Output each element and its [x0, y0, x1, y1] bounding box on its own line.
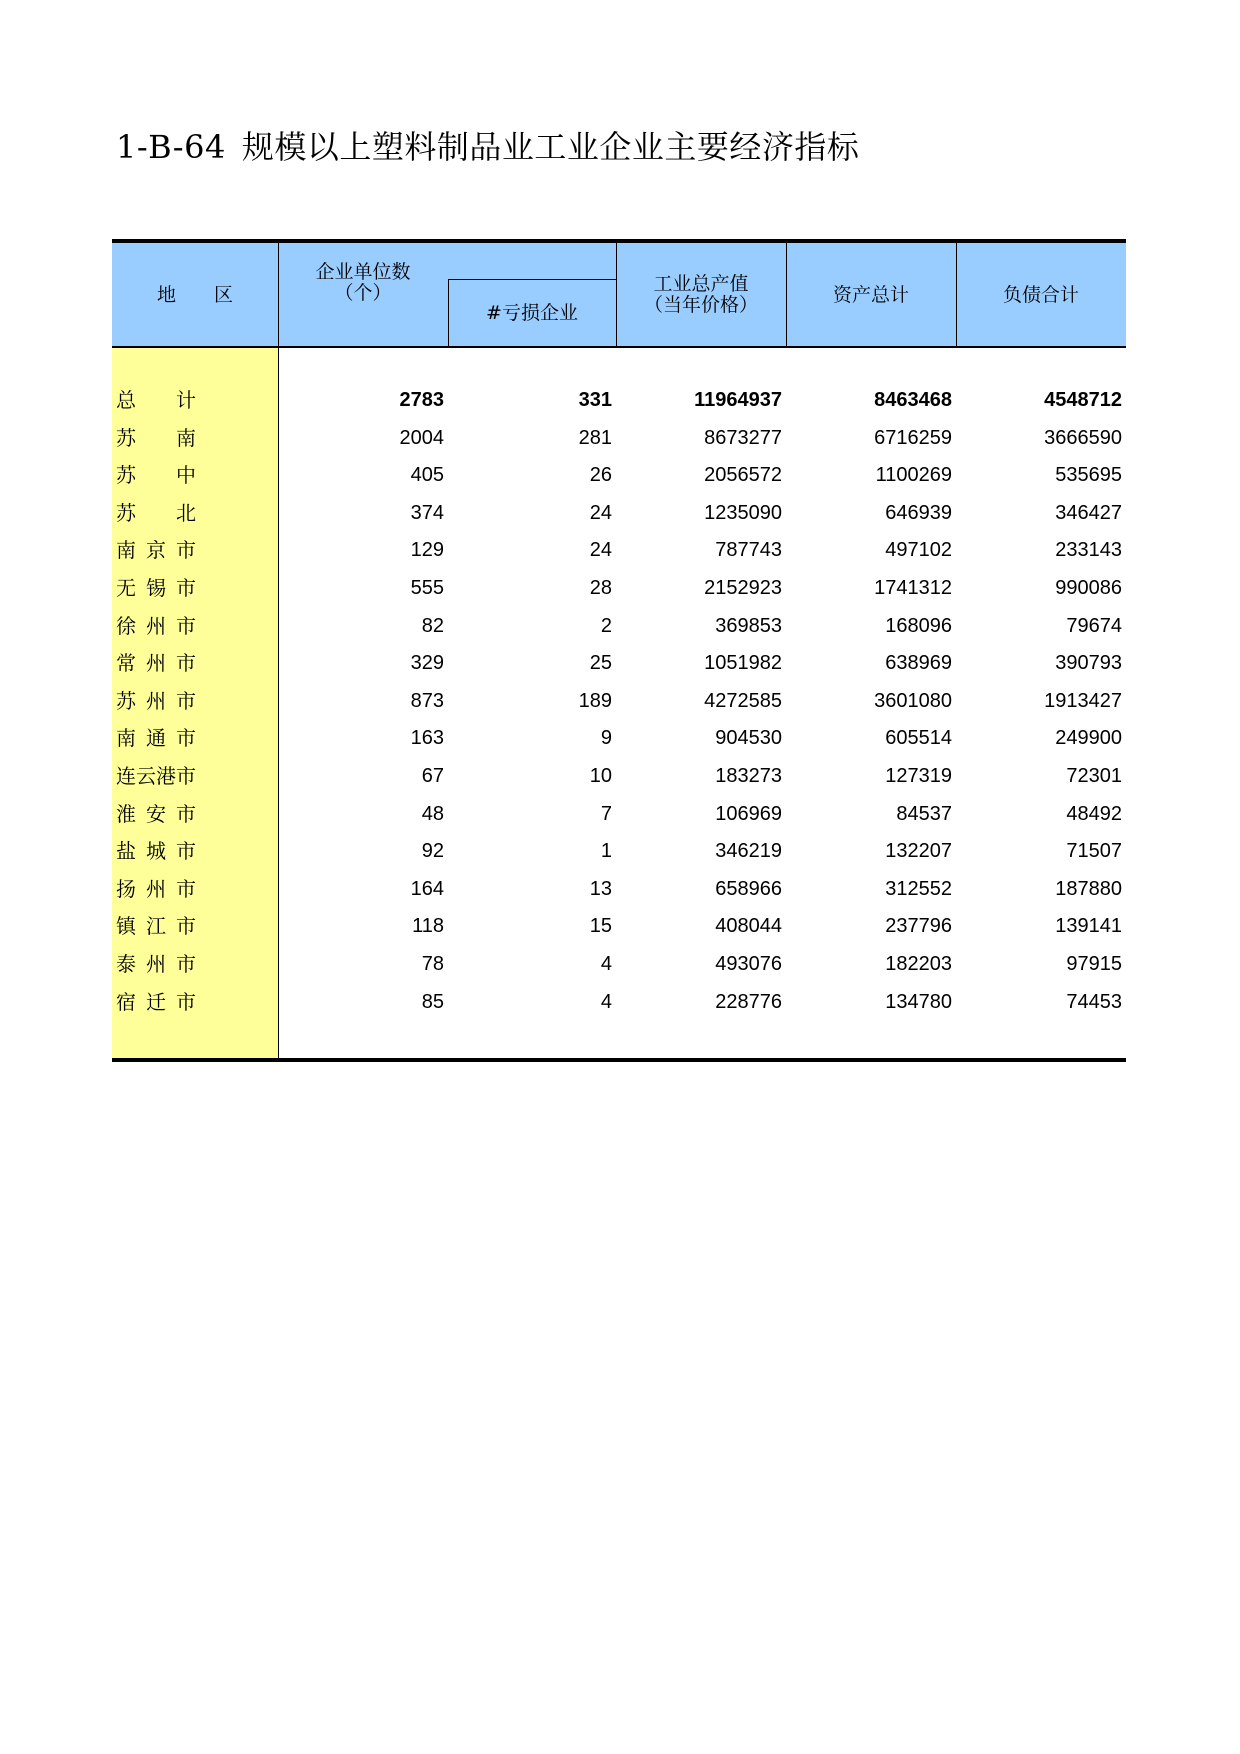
- cell-gross-output: 106969: [715, 802, 782, 825]
- cell-total-assets: 646939: [885, 501, 952, 524]
- table-code: 1-B-64: [116, 128, 226, 166]
- cell-gross-output: 1235090: [704, 501, 782, 524]
- cell-loss-enterprises: 189: [578, 689, 612, 712]
- cell-total-liabilities: 48492: [1066, 802, 1122, 825]
- cell-region: 宿 迁 市: [116, 989, 196, 1014]
- cell-loss-enterprises: 2: [600, 614, 612, 637]
- cell-total-liabilities: 71507: [1066, 840, 1122, 863]
- cell-region: 苏 南: [116, 425, 196, 450]
- cell-enterprise-count: 2783: [399, 389, 444, 411]
- data-table: [112, 239, 1126, 1062]
- table-row: [112, 495, 1126, 532]
- cell-loss-enterprises: 331: [578, 389, 612, 411]
- cell-enterprise-count: 405: [410, 464, 444, 487]
- cell-loss-enterprises: 13: [589, 877, 612, 900]
- cell-gross-output: 2152923: [704, 577, 782, 599]
- cell-total-assets: 127319: [885, 765, 952, 787]
- cell-total-liabilities: 72301: [1066, 765, 1122, 787]
- cell-loss-enterprises: 26: [589, 464, 612, 487]
- cell-total-liabilities: 79674: [1066, 614, 1122, 637]
- table-row: [112, 796, 1126, 833]
- cell-enterprise-count: 78: [421, 953, 444, 975]
- cell-gross-output: 183273: [715, 765, 782, 787]
- cell-enterprise-count: 2004: [399, 426, 444, 449]
- cell-region: 淮 安 市: [116, 801, 196, 826]
- cell-region: 盐 城 市: [116, 839, 196, 864]
- table-row: [112, 720, 1126, 757]
- cell-gross-output: 369853: [715, 614, 782, 637]
- cell-total-assets: 182203: [885, 953, 952, 975]
- table-bottom-rule: [112, 1058, 1126, 1062]
- table-row: [112, 946, 1126, 983]
- cell-loss-enterprises: 15: [589, 915, 612, 938]
- table-row: [112, 457, 1126, 494]
- cell-enterprise-count: 118: [412, 915, 444, 938]
- cell-enterprise-count: 164: [410, 877, 444, 900]
- cell-enterprise-count: 85: [421, 990, 444, 1013]
- cell-total-assets: 605514: [885, 727, 952, 750]
- total-row: [112, 382, 1126, 419]
- cell-enterprise-count: 92: [421, 840, 444, 863]
- cell-gross-output: 11964937: [694, 389, 782, 411]
- header-total-assets: 资产总计: [832, 283, 909, 306]
- cell-total-liabilities: 233143: [1055, 539, 1122, 562]
- cell-total-assets: 6716259: [874, 426, 952, 449]
- cell-gross-output: 408044: [715, 915, 782, 938]
- cell-gross-output: 493076: [715, 953, 782, 975]
- cell-gross-output: 658966: [715, 877, 782, 900]
- cell-gross-output: 228776: [715, 990, 782, 1013]
- cell-region: 泰 州 市: [116, 952, 196, 976]
- cell-loss-enterprises: 10: [589, 765, 612, 787]
- cell-total-liabilities: 390793: [1055, 652, 1122, 675]
- cell-loss-enterprises: 4: [600, 953, 612, 975]
- cell-loss-enterprises: 4: [600, 990, 612, 1013]
- cell-loss-enterprises: 28: [589, 577, 612, 599]
- cell-gross-output: 787743: [715, 539, 782, 562]
- cell-enterprise-count: 873: [410, 689, 444, 712]
- table-row: [112, 908, 1126, 945]
- header-enterprise-count: 企业单位数 （个）: [315, 261, 411, 304]
- cell-total-assets: 132207: [885, 840, 952, 863]
- cell-region: 扬 州 市: [116, 876, 196, 901]
- cell-total-assets: 134780: [885, 990, 952, 1013]
- cell-region: 常 州 市: [116, 651, 196, 676]
- cell-loss-enterprises: 24: [589, 501, 612, 524]
- cell-total-liabilities: 346427: [1055, 501, 1122, 524]
- cell-total-liabilities: 535695: [1055, 464, 1122, 487]
- cell-region: 镇 江 市: [116, 914, 196, 939]
- cell-total-liabilities: 990086: [1055, 577, 1122, 599]
- header-total-liabilities: 负债合计: [1002, 283, 1079, 306]
- cell-total-liabilities: 4548712: [1044, 389, 1122, 411]
- header-gross-output: 工业总产值 （当年价格）: [643, 273, 758, 316]
- cell-region: 南 京 市: [116, 538, 196, 563]
- cell-loss-enterprises: 7: [600, 802, 612, 825]
- cell-region: 连云港市: [116, 764, 196, 788]
- cell-enterprise-count: 82: [421, 614, 444, 637]
- cell-region: 无 锡 市: [116, 576, 196, 600]
- cell-total-liabilities: 3666590: [1044, 426, 1122, 449]
- cell-loss-enterprises: 24: [589, 539, 612, 562]
- table-row: [112, 683, 1126, 720]
- cell-total-liabilities: 139141: [1055, 915, 1122, 938]
- cell-gross-output: 2056572: [704, 464, 782, 487]
- cell-total-assets: 3601080: [874, 689, 952, 712]
- cell-gross-output: 904530: [715, 727, 782, 750]
- table-row: [112, 758, 1126, 795]
- cell-region: 苏 中: [116, 463, 196, 488]
- cell-region: 苏 州 市: [116, 688, 196, 713]
- cell-gross-output: 346219: [715, 840, 782, 863]
- cell-enterprise-count: 374: [410, 501, 444, 524]
- cell-region: 总 计: [116, 388, 196, 412]
- cell-loss-enterprises: 25: [589, 652, 612, 675]
- cell-loss-enterprises: 1: [600, 840, 612, 863]
- cell-region: 南 通 市: [116, 726, 196, 751]
- cell-region: 徐 州 市: [116, 613, 196, 638]
- table-row: [112, 871, 1126, 908]
- table-title: 规模以上塑料制品业工业企业主要经济指标: [241, 128, 860, 166]
- table-row: [112, 984, 1126, 1021]
- table-row: [112, 420, 1126, 457]
- cell-total-assets: 638969: [885, 652, 952, 675]
- cell-enterprise-count: 129: [410, 539, 444, 562]
- cell-total-assets: 1100269: [875, 464, 952, 487]
- page-title: [116, 122, 859, 168]
- cell-enterprise-count: 67: [421, 765, 444, 787]
- cell-total-liabilities: 74453: [1066, 990, 1122, 1013]
- cell-region: 苏 北: [116, 500, 196, 525]
- cell-enterprise-count: 329: [410, 652, 444, 675]
- cell-total-assets: 1741312: [874, 577, 952, 599]
- cell-total-liabilities: 97915: [1066, 953, 1122, 975]
- table-row: [112, 833, 1126, 870]
- cell-loss-enterprises: 9: [600, 727, 612, 750]
- header-loss-enterprises: #亏损企业: [486, 302, 578, 324]
- cell-enterprise-count: 163: [410, 727, 444, 750]
- cell-loss-enterprises: 281: [578, 426, 612, 449]
- table-row: [112, 570, 1126, 607]
- cell-gross-output: 8673277: [704, 426, 782, 449]
- header-region: 地 区: [156, 283, 233, 306]
- cell-gross-output: 4272585: [704, 689, 782, 712]
- cell-total-liabilities: 249900: [1055, 727, 1122, 750]
- cell-enterprise-count: 48: [421, 802, 444, 825]
- cell-enterprise-count: 555: [410, 577, 444, 599]
- table-row: [112, 532, 1126, 569]
- cell-total-assets: 497102: [885, 539, 952, 562]
- cell-total-assets: 8463468: [874, 389, 952, 411]
- cell-gross-output: 1051982: [704, 652, 782, 675]
- cell-total-assets: 168096: [885, 614, 952, 637]
- cell-total-assets: 237796: [885, 915, 952, 938]
- table-row: [112, 608, 1126, 645]
- cell-total-assets: 312552: [885, 877, 952, 900]
- table-row: [112, 645, 1126, 682]
- cell-total-assets: 84537: [896, 802, 952, 825]
- cell-total-liabilities: 1913427: [1044, 689, 1122, 712]
- cell-total-liabilities: 187880: [1055, 877, 1122, 900]
